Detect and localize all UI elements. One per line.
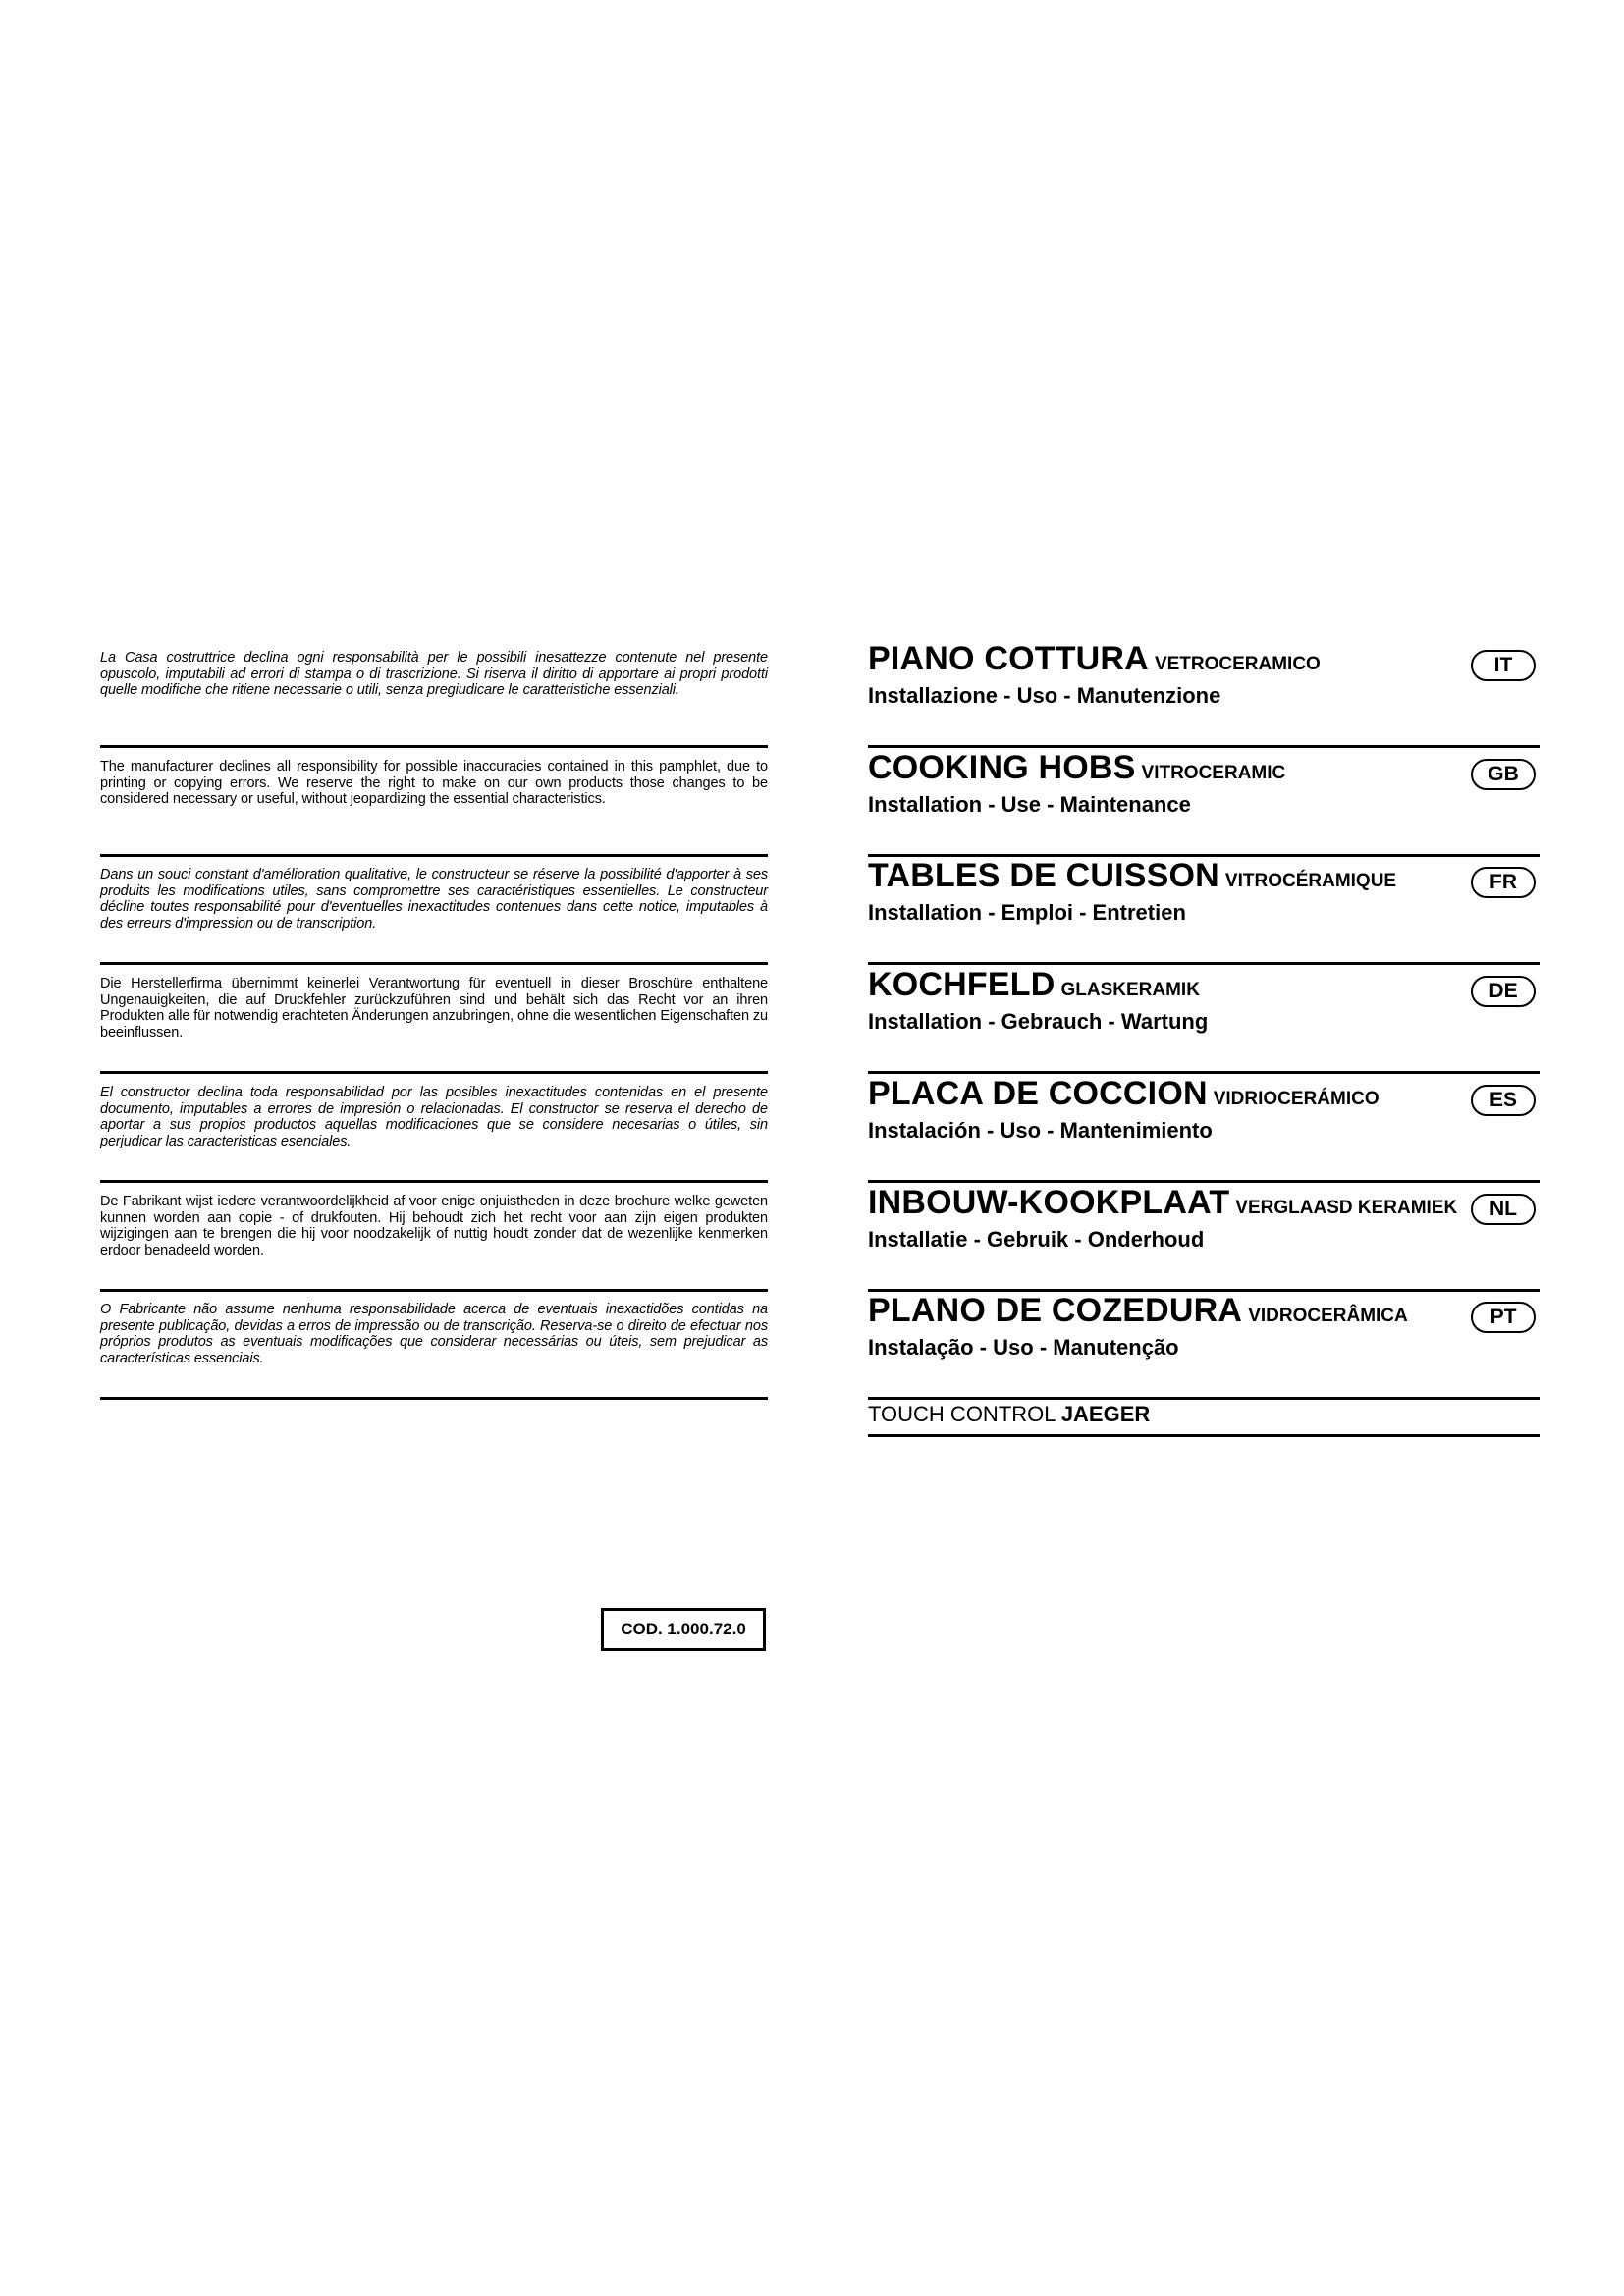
- disclaimer-text: Dans un souci constant d'amélioration qualitative, le constructeur se réserve la possibilité d'apporter à ses produits les modifications utiles, sans compromettre ses caractéristiques essentielles. Le constructeur décline toutes responsabilité pour d'eventuelles inexactitudes contenues dans cette notice, imputables à des erreurs d'impression ou de transcription.: [100, 867, 768, 932]
- title-rule: [868, 745, 1540, 748]
- title-rule: [868, 1397, 1540, 1400]
- language-badge: ES: [1471, 1085, 1536, 1116]
- product-title-line: [868, 749, 1285, 787]
- disclaimer-text: O Fabricante não assume nenhuma responsabilidade acerca de eventuais inexactidões contidas na presente publicação, devidas a erros de impressão ou de transcrição. Reserva-se o direito de efectuar nos próprios produtos as eventuais modificações que considerar necessárias ou úteis, sem prejudicar as características essenciais.: [100, 1302, 768, 1366]
- language-badge: NL: [1471, 1194, 1536, 1225]
- language-section-it: [0, 640, 1624, 748]
- document-code: COD. 1.000.72.0: [601, 1608, 766, 1651]
- manual-contents: Instalación - Uso - Mantenimiento: [868, 1118, 1213, 1143]
- disclaimer-text: Die Herstellerfirma übernimmt keinerlei Verantwortung für eventuell in dieser Broschüre enthaltene Ungenauigkeiten, die auf Druckfehler zurückzuführen sind und behält sich das Recht vor an ihren Produkten alle für notwendig erachteten Änderungen anzubringen, ohne die wesentlichen Eigenschaften zu beeinflussen.: [100, 976, 768, 1041]
- product-title-line: [868, 640, 1321, 678]
- language-section-fr: [0, 857, 1624, 965]
- touch-control-brand: JAEGER: [1060, 1402, 1151, 1426]
- disclaimer-text: The manufacturer declines all responsibility for possible inaccuracies contained in this pamphlet, due to printing or copying errors. We reserve the right to make on our own products those changes to be considered necessary or useful, without jeopardizing the essential characteristics.: [100, 759, 768, 807]
- product-type: VERGLAASD KERAMIEK: [1235, 1198, 1458, 1218]
- language-section-pt: [0, 1292, 1624, 1400]
- title-rule: [868, 1071, 1540, 1074]
- manual-contents: Instalação - Uso - Manutenção: [868, 1335, 1179, 1360]
- language-section-nl: [0, 1184, 1624, 1292]
- touch-control-rule: [868, 1434, 1540, 1437]
- disclaimer-rule: [100, 1180, 768, 1183]
- manual-contents: Installazione - Uso - Manutenzione: [868, 683, 1221, 708]
- title-rule: [868, 962, 1540, 965]
- product-title-line: [868, 1184, 1457, 1222]
- disclaimer-rule: [100, 962, 768, 965]
- language-badge: PT: [1471, 1302, 1536, 1333]
- product-title: PLACA DE COCCION: [868, 1075, 1208, 1112]
- touch-control-prefix: TOUCH CONTROL: [868, 1402, 1056, 1426]
- product-title: KOCHFELD: [868, 966, 1056, 1003]
- disclaimer-text: La Casa costruttrice declina ogni responsabilità per le possibili inesattezze contenute nel presente opuscolo, imputabili ad errori di stampa o di trascrizione. Si riserva il diritto di apportare ai propri prodotti quelle modifiche che ritiene necessarie o utili, senza pregiudicare le caratteristiche essenziali.: [100, 650, 768, 698]
- disclaimer-rule: [100, 1397, 768, 1400]
- language-badge: IT: [1471, 650, 1536, 681]
- product-title-line: [868, 966, 1200, 1004]
- language-section-es: [0, 1075, 1624, 1183]
- product-type: VETROCERAMICO: [1154, 654, 1321, 674]
- manual-contents: Installation - Gebrauch - Wartung: [868, 1009, 1209, 1034]
- product-title: TABLES DE CUISSON: [868, 857, 1219, 894]
- disclaimer-rule: [100, 1071, 768, 1074]
- language-section-gb: [0, 749, 1624, 857]
- product-type: VIDROCERÂMICA: [1248, 1306, 1408, 1326]
- product-title: PLANO DE COZEDURA: [868, 1292, 1243, 1329]
- product-type: GLASKERAMIK: [1060, 980, 1200, 1000]
- touch-control-label: [868, 1402, 1150, 1427]
- product-title-line: [868, 1075, 1380, 1113]
- product-title: INBOUW-KOOKPLAAT: [868, 1184, 1230, 1221]
- product-title: COOKING HOBS: [868, 749, 1136, 786]
- manual-contents: Installation - Use - Maintenance: [868, 792, 1191, 817]
- language-section-de: [0, 966, 1624, 1074]
- language-badge: DE: [1471, 976, 1536, 1007]
- product-title-line: [868, 857, 1396, 895]
- title-rule: [868, 1180, 1540, 1183]
- disclaimer-text: De Fabrikant wijst iedere verantwoordelijkheid af voor enige onjuistheden in deze brochure welke geweten kunnen worden aan copie - of drukfouten. Hij behoudt zich het recht voor aan zijn eigen produkten wijzigingen aan te brengen die hij voor noodzakelijk of nuttig houdt zonder dat de wezenlijke kenmerken erdoor benadeeld worden.: [100, 1194, 768, 1258]
- product-type: VIDRIOCERÁMICO: [1213, 1089, 1380, 1109]
- product-type: VITROCERAMIC: [1141, 763, 1286, 783]
- disclaimer-rule: [100, 745, 768, 748]
- manual-contents: Installatie - Gebruik - Onderhoud: [868, 1227, 1205, 1252]
- language-badge: GB: [1471, 759, 1536, 790]
- product-type: VITROCÉRAMIQUE: [1224, 871, 1397, 891]
- product-title: PIANO COTTURA: [868, 640, 1149, 677]
- language-badge: FR: [1471, 867, 1536, 898]
- product-title-line: [868, 1292, 1408, 1330]
- manual-contents: Installation - Emploi - Entretien: [868, 900, 1186, 925]
- disclaimer-text: El constructor declina toda responsabilidad por las posibles inexactitudes contenidas en el presente documento, imputables a errores de impresión o relacionadas. El constructor se reserva el derecho de aportar a sus propios productos aquellas modificaciones que se considere necesarias o útiles, sin perjudicar las caracteristicas esenciales.: [100, 1085, 768, 1149]
